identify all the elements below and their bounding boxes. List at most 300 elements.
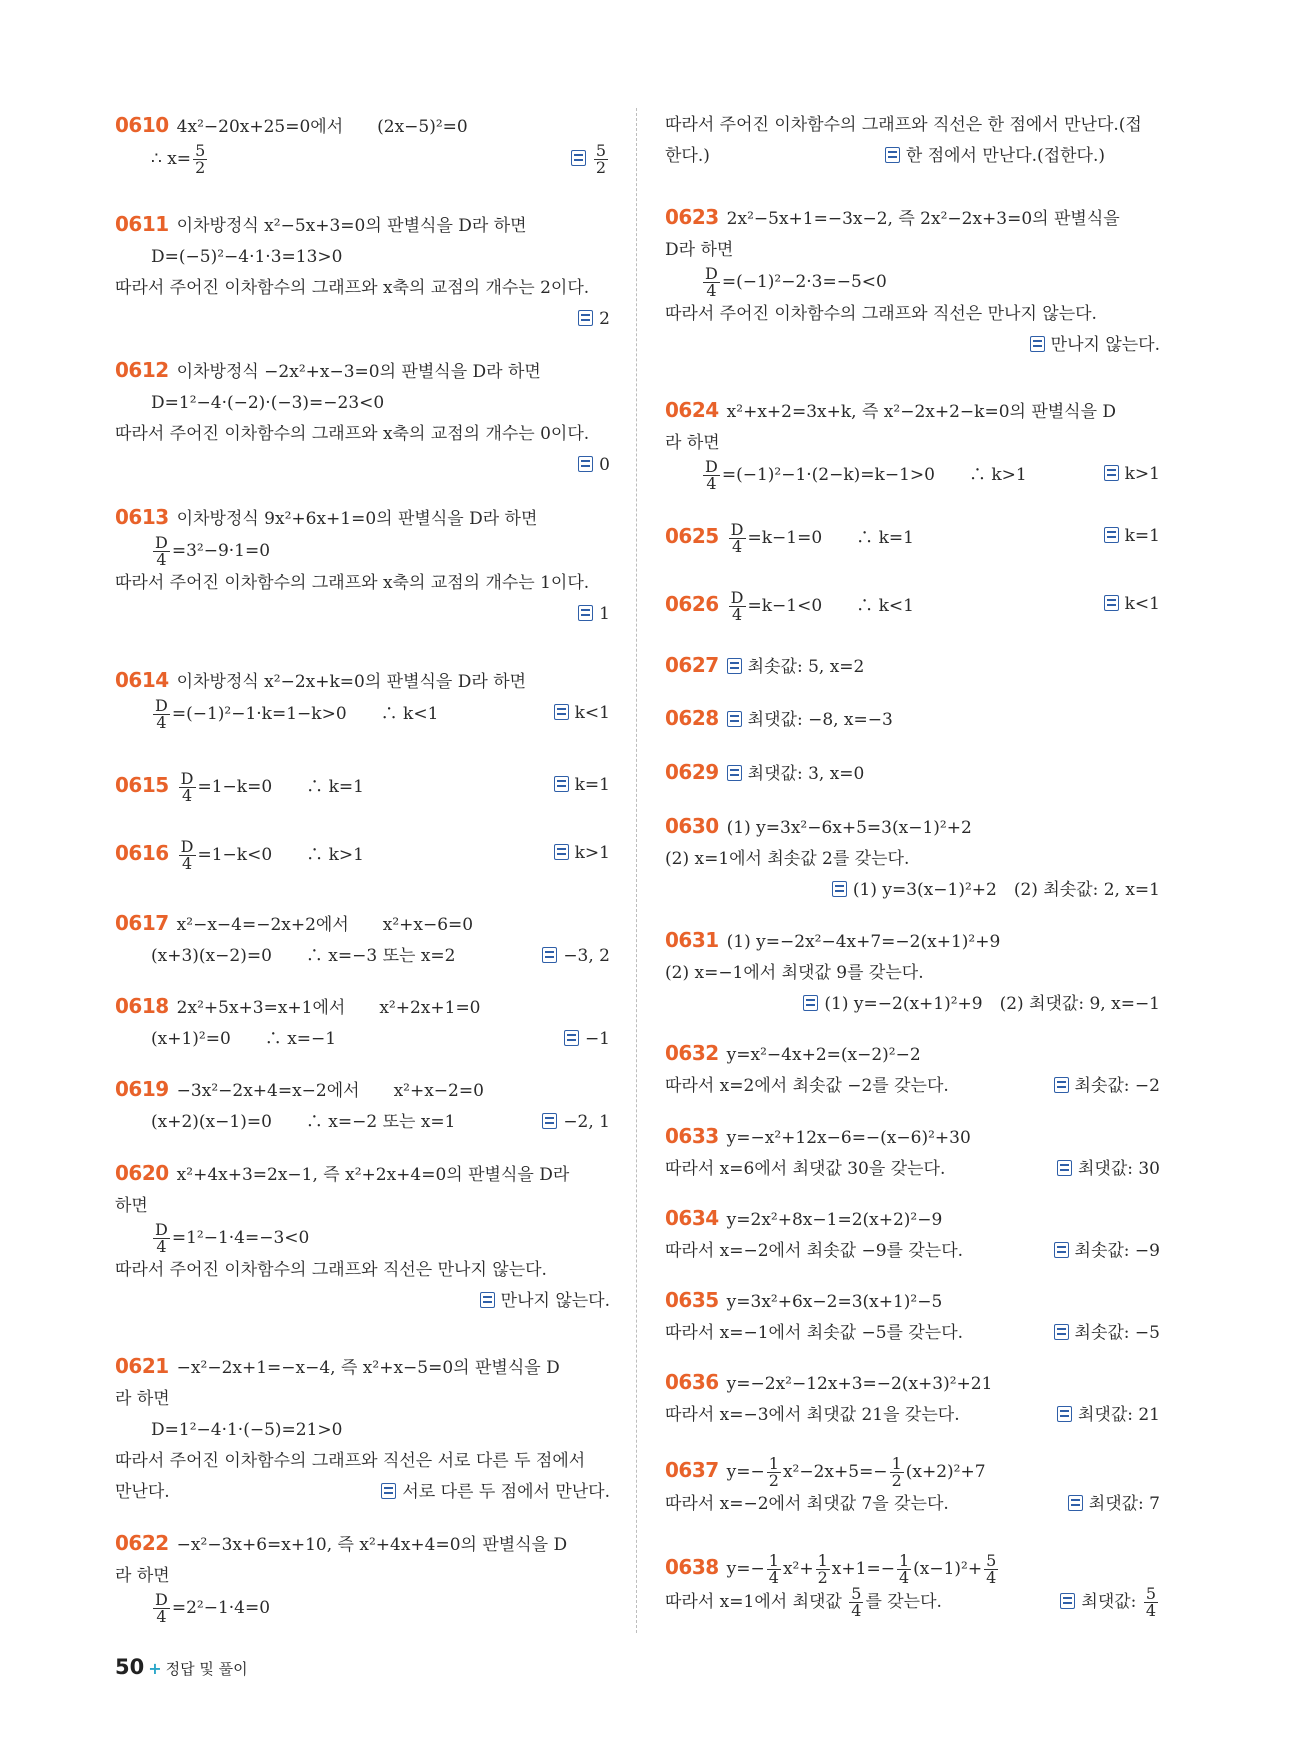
fraction: [153, 1222, 170, 1255]
numerator: D: [155, 1590, 168, 1609]
fraction: [179, 839, 196, 872]
denominator: 4: [156, 713, 167, 732]
text-run: 하면: [115, 1196, 148, 1216]
text-run: 따라서 x=1에서 최댓값: [665, 1592, 848, 1612]
text-run: (1) y=3(x−1)²+2 (2) 최솟값: 2, x=1: [852, 880, 1160, 900]
solution-line: [665, 459, 1160, 492]
text-run: y=2x²+8x−1=2(x+2)²−9: [726, 1210, 943, 1230]
answer-icon: [803, 995, 818, 1011]
text-run: D라 하면: [665, 240, 734, 260]
solution-item: [115, 991, 610, 1055]
text-run: 따라서 주어진 이차함수의 그래프와 직선은 만나지 않는다.: [115, 1260, 547, 1280]
solution-line: [115, 1024, 610, 1055]
text-run: (2) x=−1에서 최댓값 9를 갖는다.: [665, 963, 924, 983]
answer-icon: [727, 765, 742, 781]
answer-line: [665, 330, 1160, 361]
problem-number: 0616: [115, 841, 169, 865]
text-run: =2²−1·4=0: [171, 1598, 271, 1618]
text-run: k<1: [1124, 594, 1160, 614]
text-run: 최솟값: −2: [1074, 1076, 1160, 1096]
answer-icon: [727, 658, 742, 674]
text-run: =1−k<0 ∴ k>1: [197, 845, 364, 865]
answer-line: [115, 450, 610, 481]
solution-line: [115, 1384, 610, 1415]
text-run: 4x²−20x+25=0에서 (2x−5)²=0: [176, 117, 468, 137]
text-run: 1: [599, 604, 610, 624]
text-run: 최댓값: −8, x=−3: [747, 710, 893, 730]
solution-line: [665, 235, 1160, 266]
footer-label: 정답 및 풀이: [165, 1660, 248, 1678]
answer: [1104, 521, 1160, 552]
text-run: 따라서 x=−3에서 최댓값 21을 갖는다.: [665, 1405, 960, 1425]
text-run: y=−: [726, 1559, 765, 1579]
text-run: 최댓값: 7: [1088, 1494, 1160, 1514]
denominator: 4: [156, 550, 167, 569]
problem-number: 0631: [665, 928, 719, 952]
problem-number: 0624: [665, 398, 719, 422]
fraction: [729, 590, 746, 623]
solution-line: [115, 908, 610, 941]
fraction: [179, 771, 196, 804]
solution-line: [115, 1561, 610, 1592]
solution-item: [115, 502, 610, 630]
text-run: 따라서 주어진 이차함수의 그래프와 직선은 만나지 않는다.: [665, 304, 1097, 324]
solution-line: [665, 1121, 1160, 1154]
answer-icon: [832, 881, 847, 897]
solution-item: [665, 925, 1160, 1020]
answer-icon: [1104, 527, 1119, 543]
answer-icon: [1104, 595, 1119, 611]
text-run: (x+2)²+7: [905, 1462, 986, 1482]
text-run: 2: [599, 309, 610, 329]
solution-item: [115, 355, 610, 481]
solution-line: [115, 1351, 610, 1384]
solution-line: [665, 1236, 1160, 1267]
answer-icon: [480, 1292, 495, 1308]
answer: [1054, 1236, 1160, 1267]
solution-item: [665, 1455, 1160, 1520]
fraction: [703, 266, 720, 299]
text-run: 만나지 않는다.: [1050, 335, 1160, 355]
solution-item: [115, 665, 610, 731]
text-run: (x+2)(x−1)=0 ∴ x=−2 또는 x=1: [151, 1112, 456, 1132]
solution-line: [115, 242, 610, 273]
solution-item: [115, 209, 610, 335]
solution-line: [115, 665, 610, 698]
problem-number: 0612: [115, 358, 169, 382]
text-run: 따라서 x=6에서 최댓값 30을 갖는다.: [665, 1159, 946, 1179]
numerator: D: [705, 264, 718, 283]
text-run: ∴ x=: [151, 149, 192, 169]
answer-icon: [727, 711, 742, 727]
text-run: 따라서 x=−2에서 최솟값 −9를 갖는다.: [665, 1241, 964, 1261]
solution-line: [665, 757, 1160, 790]
answer-icon: [1068, 1495, 1083, 1511]
denominator: 4: [156, 1607, 167, 1626]
solution-line: [115, 1107, 610, 1138]
text-run: 최댓값:: [1081, 1592, 1142, 1612]
denominator: 4: [731, 605, 743, 624]
problem-number: 0630: [665, 814, 719, 838]
answer-icon: [1054, 1077, 1069, 1093]
solution-line: [115, 1528, 610, 1561]
solution-line: [665, 1400, 1160, 1431]
answer-icon: [1104, 465, 1119, 481]
problem-number: 0633: [665, 1124, 719, 1148]
denominator: 2: [891, 1471, 902, 1490]
text-run: 최솟값: −5: [1074, 1323, 1160, 1343]
problem-number: 0628: [665, 706, 719, 730]
solution-line: [665, 1552, 1160, 1586]
problem-number: 0611: [115, 212, 169, 236]
text-run: 따라서 주어진 이차함수의 그래프와 x축의 교점의 개수는 1이다.: [115, 573, 590, 593]
text-run: x²−x−4=−2x+2에서 x²+x−6=0: [176, 915, 474, 935]
solution-item: [115, 1158, 610, 1317]
text-run: k>1: [1124, 464, 1160, 484]
solution-item: [115, 908, 610, 972]
answer: [885, 146, 1105, 166]
solution-item: [665, 757, 1160, 790]
problem-number: 0629: [665, 760, 719, 784]
denominator: 2: [768, 1471, 779, 1490]
solution-item: [665, 395, 1160, 492]
solution-item: [665, 811, 1160, 906]
solution-line: [665, 1586, 1160, 1619]
text-run: =(−1)²−2·3=−5<0: [721, 272, 887, 292]
text-run: (x−1)²+: [913, 1559, 983, 1579]
denominator: 4: [851, 1601, 862, 1620]
solution-line: [665, 521, 1160, 555]
text-run: 따라서 x=2에서 최솟값 −2를 갖는다.: [665, 1076, 949, 1096]
fraction: [153, 698, 170, 731]
text-run: 를 갖는다.: [865, 1592, 942, 1612]
solution-item: [665, 110, 1160, 172]
numerator: D: [180, 837, 194, 856]
fraction: [767, 1553, 781, 1586]
solution-line: [115, 1158, 610, 1191]
answer-icon: [1030, 336, 1045, 352]
solution-item: [115, 1351, 610, 1508]
text-run: 따라서 주어진 이차함수의 그래프와 직선은 서로 다른 두 점에서: [115, 1451, 586, 1471]
answer-icon: [1054, 1324, 1069, 1340]
text-run: y=x²−4x+2=(x−2)²−2: [726, 1045, 921, 1065]
solution-item: [665, 202, 1160, 361]
solution-line: [115, 1074, 610, 1107]
fraction: [897, 1553, 911, 1586]
solution-line: [115, 991, 610, 1024]
problem-number: 0638: [665, 1555, 719, 1579]
solution-line: [115, 502, 610, 535]
solution-line: [665, 703, 1160, 736]
problem-number: 0622: [115, 1531, 169, 1555]
answer: [554, 838, 610, 869]
answer-icon: [554, 844, 569, 860]
solution-line: [665, 428, 1160, 459]
solution-item: [665, 1038, 1160, 1102]
text-run: 따라서 주어진 이차함수의 그래프와 x축의 교점의 개수는 0이다.: [115, 424, 590, 444]
solution-line: [665, 141, 1160, 172]
solution-line: [665, 650, 1160, 683]
answer-icon: [542, 1113, 557, 1129]
numerator: 1: [768, 1551, 779, 1570]
text-run: 따라서 주어진 이차함수의 그래프와 x축의 교점의 개수는 2이다.: [115, 278, 590, 298]
solution-item: [115, 1074, 610, 1138]
solution-item: [665, 521, 1160, 555]
answer-icon: [578, 456, 593, 472]
denominator: 4: [898, 1568, 910, 1587]
solution-item: [665, 650, 1160, 683]
numerator: 5: [595, 141, 606, 160]
text-run: =(−1)²−1·(2−k)=k−1>0 ∴ k>1: [721, 465, 1027, 485]
text-run: D=(−5)²−4·1·3=13>0: [151, 247, 343, 267]
text-run: =1²−1·4=−3<0: [171, 1228, 310, 1248]
solution-line: [665, 1203, 1160, 1236]
solution-line: [115, 388, 610, 419]
solution-line: [665, 844, 1160, 875]
solution-line: [665, 202, 1160, 235]
solution-line: [115, 273, 610, 304]
text-run: 2x²−5x+1=−3x−2, 즉 2x²−2x+3=0의 판별식을: [726, 209, 1120, 229]
text-run: y=−2x²−12x+3=−2(x+3)²+21: [726, 1374, 993, 1394]
text-run: 라 하면: [115, 1389, 170, 1409]
fraction: [816, 1553, 830, 1586]
text-run: =k−1<0 ∴ k<1: [747, 596, 914, 616]
solution-line: [115, 1415, 610, 1446]
solution-line: [115, 110, 610, 143]
text-run: k=1: [574, 775, 610, 795]
answer: [1054, 1071, 1160, 1102]
answer-icon: [571, 150, 586, 166]
text-run: 따라서 x=−1에서 최솟값 −5를 갖는다.: [665, 1323, 964, 1343]
answer-icon: [564, 1030, 579, 1046]
numerator: 1: [817, 1551, 828, 1570]
answer-icon: [542, 947, 557, 963]
numerator: D: [155, 696, 168, 715]
page-footer: [115, 1655, 248, 1679]
solution-line: [115, 838, 610, 872]
text-run: −3, 2: [563, 946, 610, 966]
denominator: 4: [986, 1568, 997, 1587]
numerator: D: [155, 533, 168, 552]
problem-number: 0613: [115, 505, 169, 529]
fraction: [729, 522, 746, 555]
text-run: 라 하면: [665, 433, 720, 453]
problem-number: 0623: [665, 205, 719, 229]
text-run: x+1=−: [831, 1559, 895, 1579]
denominator: 4: [156, 1237, 167, 1256]
text-run: (x+1)²=0 ∴ x=−1: [151, 1029, 337, 1049]
solution-line: [115, 209, 610, 242]
text-run: 2x²+5x+3=x+1에서 x²+2x+1=0: [176, 998, 481, 1018]
text-run: 만난다.: [115, 1482, 170, 1502]
answer: [1060, 1586, 1160, 1619]
problem-number: 0610: [115, 113, 169, 137]
solution-item: [665, 1552, 1160, 1619]
numerator: D: [730, 588, 744, 607]
text-run: (2) x=1에서 최솟값 2를 갖는다.: [665, 849, 910, 869]
answer: [1068, 1489, 1160, 1520]
solution-line: [115, 1255, 610, 1286]
text-run: =1−k=0 ∴ k=1: [197, 777, 364, 797]
problem-number: 0620: [115, 1161, 169, 1185]
solution-line: [115, 419, 610, 450]
text-run: 만나지 않는다.: [500, 1291, 610, 1311]
text-run: (x+3)(x−2)=0 ∴ x=−3 또는 x=2: [151, 946, 456, 966]
numerator: D: [155, 1220, 168, 1239]
text-run: (1) y=3x²−6x+5=3(x−1)²+2: [726, 818, 972, 838]
numerator: D: [180, 769, 194, 788]
solution-line: [665, 1071, 1160, 1102]
text-run: 최솟값: −9: [1074, 1241, 1160, 1261]
text-run: k<1: [574, 703, 610, 723]
answer-icon: [554, 776, 569, 792]
problem-number: 0617: [115, 911, 169, 935]
denominator: 4: [731, 537, 743, 556]
text-run: 이차방정식 9x²+6x+1=0의 판별식을 D라 하면: [176, 509, 538, 529]
answer: [1057, 1154, 1160, 1185]
solution-line: [115, 1222, 610, 1255]
solution-item: [665, 1121, 1160, 1185]
answer-icon: [1057, 1406, 1072, 1422]
fraction: [193, 143, 207, 176]
solution-item: [665, 1203, 1160, 1267]
problem-number: 0618: [115, 994, 169, 1018]
solution-item: [665, 703, 1160, 736]
text-run: 이차방정식 x²−5x+3=0의 판별식을 D라 하면: [176, 216, 527, 236]
text-run: 최댓값: 3, x=0: [747, 764, 865, 784]
solution-item: [665, 1285, 1160, 1349]
plus-icon: +: [148, 1659, 162, 1678]
fraction: [153, 535, 170, 568]
answer: [1057, 1400, 1160, 1431]
denominator: 4: [181, 786, 193, 805]
answer-icon: [554, 704, 569, 720]
denominator: 4: [1145, 1601, 1156, 1620]
text-run: 따라서 주어진 이차함수의 그래프와 직선은 한 점에서 만난다.(접: [665, 115, 1142, 135]
text-run: x²−2x+5=−: [782, 1462, 888, 1482]
text-run: y=3x²+6x−2=3(x+1)²−5: [726, 1292, 943, 1312]
solution-line: [665, 1285, 1160, 1318]
text-run: (1) y=−2x²−4x+7=−2(x+1)²+9: [726, 932, 1001, 952]
text-run: 서로 다른 두 점에서 만난다.: [402, 1482, 610, 1502]
text-run: =(−1)²−1·k=1−k>0 ∴ k<1: [171, 704, 439, 724]
solution-line: [115, 355, 610, 388]
solution-line: [665, 1367, 1160, 1400]
fraction: [849, 1586, 863, 1619]
text-run: y=−x²+12x−6=−(x−6)²+30: [726, 1128, 971, 1148]
solution-item: [665, 1367, 1160, 1431]
solution-item: [115, 1528, 610, 1625]
text-run: 최댓값: 21: [1077, 1405, 1160, 1425]
solution-line: [115, 1477, 610, 1508]
denominator: 4: [706, 474, 717, 493]
text-run: x²+4x+3=2x−1, 즉 x²+2x+4=0의 판별식을 D라: [176, 1165, 570, 1185]
text-run: −2, 1: [563, 1112, 610, 1132]
problem-number: 0625: [665, 524, 719, 548]
text-run: 라 하면: [115, 1566, 170, 1586]
page-number: 50: [115, 1655, 145, 1679]
problem-number: 0637: [665, 1458, 719, 1482]
solution-line: [665, 1154, 1160, 1185]
answer: [571, 143, 610, 176]
denominator: 4: [181, 854, 193, 873]
text-run: 한다.): [665, 146, 710, 166]
text-run: −x²−2x+1=−x−4, 즉 x²+x−5=0의 판별식을 D: [176, 1358, 560, 1378]
text-run: y=−: [726, 1462, 765, 1482]
answer-icon: [1054, 1242, 1069, 1258]
fraction: [153, 1592, 170, 1625]
text-run: =3²−9·1=0: [171, 541, 271, 561]
text-run: (1) y=−2(x+1)²+9 (2) 최댓값: 9, x=−1: [824, 994, 1160, 1014]
solution-line: [665, 266, 1160, 299]
answer-icon: [381, 1483, 396, 1499]
text-run: −3x²−2x+4=x−2에서 x²+x−2=0: [176, 1081, 484, 1101]
fraction: [1144, 1586, 1158, 1619]
solution-item: [665, 589, 1160, 623]
answer: [381, 1477, 610, 1508]
fraction: [984, 1553, 998, 1586]
numerator: 1: [898, 1551, 910, 1570]
answer-line: [115, 304, 610, 335]
denominator: 2: [595, 158, 606, 177]
solution-item: [115, 770, 610, 804]
problem-number: 0632: [665, 1041, 719, 1065]
text-run: −x²−3x+6=x+10, 즉 x²+4x+4=0의 판별식을 D: [176, 1535, 568, 1555]
solution-line: [665, 1489, 1160, 1520]
answer: [1054, 1318, 1160, 1349]
answer: [554, 770, 610, 801]
answer-line: [115, 1286, 610, 1317]
solution-line: [665, 589, 1160, 623]
answer: [542, 941, 610, 972]
text-run: 최솟값: 5, x=2: [747, 657, 865, 677]
answer-line: [665, 875, 1160, 906]
text-run: 이차방정식 x²−2x+k=0의 판별식을 D라 하면: [176, 672, 527, 692]
solution-line: [665, 395, 1160, 428]
problem-number: 0636: [665, 1370, 719, 1394]
text-run: =k−1=0 ∴ k=1: [747, 528, 914, 548]
text-run: 따라서 x=−2에서 최댓값 7을 갖는다.: [665, 1494, 949, 1514]
numerator: 5: [986, 1551, 997, 1570]
numerator: 1: [891, 1454, 902, 1473]
answer-line: [115, 599, 610, 630]
solution-line: [665, 958, 1160, 989]
fraction: [703, 459, 720, 492]
numerator: 5: [1145, 1584, 1156, 1603]
solution-line: [665, 811, 1160, 844]
answer: [564, 1024, 610, 1055]
problem-number: 0619: [115, 1077, 169, 1101]
solution-line: [115, 568, 610, 599]
text-run: −1: [584, 1029, 610, 1049]
answer: [554, 698, 610, 729]
text-run: D=1²−4·(−2)·(−3)=−23<0: [151, 393, 385, 413]
text-run: 이차방정식 −2x²+x−3=0의 판별식을 D라 하면: [176, 362, 541, 382]
answer-icon: [578, 605, 593, 621]
solution-line: [115, 941, 610, 972]
solution-line: [115, 770, 610, 804]
solution-line: [115, 698, 610, 731]
problem-number: 0635: [665, 1288, 719, 1312]
solution-item: [115, 110, 610, 176]
problem-number: 0627: [665, 653, 719, 677]
text-run: k=1: [1124, 526, 1160, 546]
answer-icon: [885, 147, 900, 163]
problem-number: 0634: [665, 1206, 719, 1230]
answer: [1104, 589, 1160, 620]
answer-icon: [578, 310, 593, 326]
solution-line: [665, 1038, 1160, 1071]
